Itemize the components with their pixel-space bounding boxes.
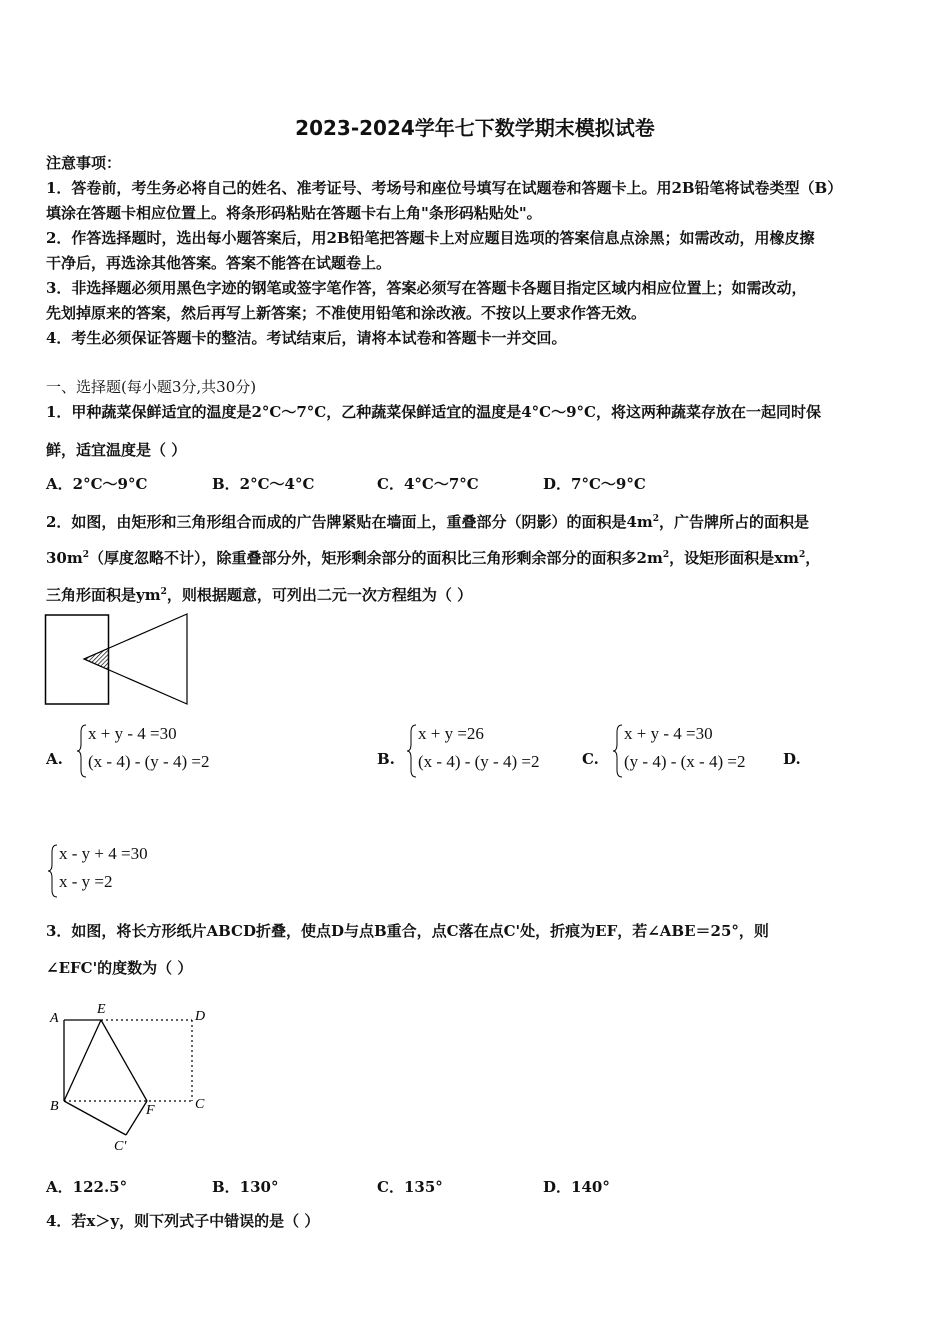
notice-line: 填涂在答题卡相应位置上。将条形码粘贴在答题卡右上角"条形码粘贴处"。 [46,204,542,222]
q2-line: $30m^2$（厚度忽略不计），除重叠部分外，矩形剩余部分的面积比三角形剩余部分的面积多$2m^2$，设矩形面积是$xm^2$， [46,549,821,567]
q3-option-d: D．140° [543,1178,610,1196]
brace-icon [612,724,624,778]
brace-icon [47,844,59,898]
q3-line: ∠EFC'的度数为（ ） [46,959,193,977]
q1-option-c: C．4°C～7°C [377,475,479,493]
q4-line: 4．若x＞y，则下列式子中错误的是（ ） [46,1212,320,1230]
q3-option-c: C．135° [377,1178,443,1196]
point-label: A [50,1011,59,1026]
notice-heading: 注意事项： [46,154,122,172]
q2-option-a-system: x + y - 4 =30 (x - 4) - (y - 4) =2 [76,724,256,778]
q2-option-b-label: B. [377,750,395,768]
billboard-figure [44,612,190,708]
q2-option-d-label: D. [783,750,801,768]
q1-option-b: B．2°C～4°C [212,475,315,493]
q2-option-c-label: C. [582,750,599,768]
page-title: 2023-2024学年七下数学期末模拟试卷 [295,116,655,140]
notice-line: 先划掉原来的答案，然后再写上新答案；不准使用铅笔和涂改液。不按以上要求作答无效。 [46,304,647,322]
q1-option-d: D．7°C～9°C [543,475,646,493]
q3-option-b: B．130° [212,1178,279,1196]
q2-option-d-system: x - y + 4 =30 x - y =2 [47,844,197,898]
q2-line: 三角形面积是$ym^2$，则根据题意，可列出二元一次方程组为（ ） [46,586,473,604]
notice-line: 2．作答选择题时，选出每小题答案后，用2B铅笔把答题卡上对应题目选项的答案信息点涂黑；如需改动，用橡皮擦 [46,229,815,247]
q1-option-a: A．2°C～9°C [46,475,148,493]
notice-line: 1．答卷前，考生务必将自己的姓名、准考证号、考场号和座位号填写在试题卷和答题卡上。用2B铅笔将试卷类型（B） [46,179,843,197]
brace-icon [406,724,418,778]
overlap-shaded-region [84,648,109,669]
q2-option-b-system: x + y =26 (x - 4) - (y - 4) =2 [406,724,576,778]
point-label: B [50,1099,59,1114]
brace-icon [76,724,88,778]
point-label: F [146,1103,155,1118]
q2-option-a-label: A. [46,750,63,768]
q1-line: 鲜，适宜温度是（ ） [46,441,187,459]
notice-line: 3．非选择题必须用黑色字迹的钢笔或签字笔作答，答案必须写在答题卡各题目指定区域内相应位置上；如需改动， [46,279,807,297]
point-label: D [195,1009,206,1024]
q1-line: 1．甲种蔬菜保鲜适宜的温度是2°C～7°C，乙种蔬菜保鲜适宜的温度是4°C～9°C，将这两种蔬菜存放在一起同时保 [46,403,821,421]
notice-line: 4．考生必须保证答题卡的整洁。考试结束后，请将本试卷和答题卡一并交回。 [46,329,567,347]
q3-line: 3．如图，将长方形纸片ABCD折叠，使点D与点B重合，点C落在点C'处，折痕为EF，若∠ABE＝25°，则 [46,922,769,940]
folding-figure [44,998,220,1156]
point-label: E [97,1002,106,1017]
q3-option-a: A．122.5° [46,1178,128,1196]
notice-line: 干净后，再选涂其他答案。答案不能答在试题卷上。 [46,254,392,272]
q2-option-c-system: x + y - 4 =30 (y - 4) - (x - 4) =2 [612,724,782,778]
point-label: C' [114,1139,127,1154]
point-label: C [195,1097,205,1112]
section-heading: 一、选择题(每小题3分,共30分) [46,378,257,396]
q2-line: 2．如图，由矩形和三角形组合而成的广告牌紧贴在墙面上，重叠部分（阴影）的面积是$4m^2$，广告牌所占的面积是 [46,513,810,531]
